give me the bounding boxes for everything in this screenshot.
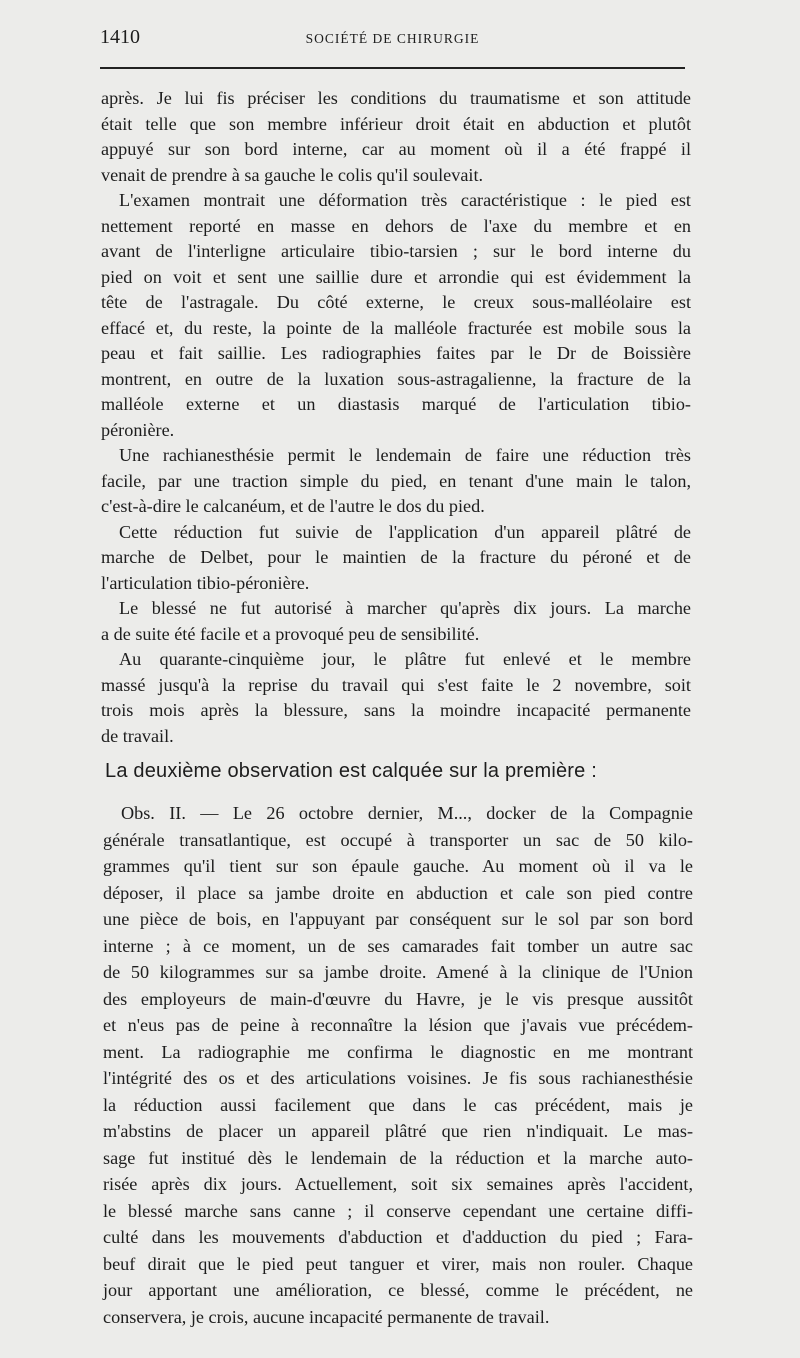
running-title: SOCIÉTÉ DE CHIRURGIE — [305, 31, 480, 46]
text-line: l'intégrité des os et des articulations voisines. Je fis sous rachianesthésie — [103, 1068, 693, 1088]
text-line: jour apportant une amélioration, ce blessé, comme le précédent, ne — [103, 1280, 693, 1300]
text-line: l'articulation tibio-péronière. — [101, 572, 310, 593]
text-line: tête de l'astragale. Du côté externe, le creux sous-malléolaire est — [101, 292, 691, 312]
text-line: grammes qu'il tient sur son épaule gauche. Au moment où il va le — [103, 856, 693, 876]
page-number: 1410 — [100, 26, 140, 48]
text-line: de 50 kilogrammes sur sa jambe droite. Amené à la clinique de l'Union — [103, 962, 693, 982]
text-line: L'examen montrait une déformation très caractéristique : le pied est — [119, 190, 691, 210]
text-line: interne ; à ce moment, un de ses camarades fait tomber un autre sac — [103, 935, 693, 956]
text-line: conservera, je crois, aucune incapacité permanente de travail. — [103, 1306, 550, 1327]
text-line: a de suite été facile et a provoqué peu de sensibilité. — [101, 623, 480, 644]
text-line: Le blessé ne fut autorisé à marcher qu'après dix jours. La marche — [119, 598, 691, 618]
text-line: Au quarante-cinquième jour, le plâtre fut enlevé et le membre — [119, 649, 691, 669]
text-line: sage fut institué dès le lendemain de la réduction et la marche auto- — [103, 1147, 693, 1168]
text-line: beuf dirait que le pied peut tanguer et virer, mais non rouler. Chaque — [103, 1253, 693, 1274]
text-line: m'abstins de placer un appareil plâtré que rien n'indiquait. Le mas- — [103, 1121, 693, 1141]
section-heading: La deuxième observation est calquée sur la première : — [105, 760, 597, 782]
text-line: effacé et, du reste, la pointe de la malléole fracturée est mobile sous la — [101, 317, 691, 338]
text-line: malléole externe et un diastasis marqué de l'articulation tibio- — [101, 394, 691, 414]
text-line: appuyé sur son bord interne, car au moment où il a été frappé il — [101, 139, 691, 159]
text-line: culté dans les mouvements d'abduction et d'adduction du pied ; Fara- — [103, 1227, 693, 1247]
text-line: pied on voit et sent une saillie dure et arrondie qui est évidemment la — [101, 266, 691, 287]
text-line: générale transatlantique, est occupé à transporter un sac de 50 kilo- — [103, 829, 693, 850]
header-rule — [100, 67, 685, 69]
observation-one-text — [101, 86, 691, 749]
text-line: Cette réduction fut suivie de l'application d'un appareil plâtré de — [119, 521, 691, 542]
text-line: nettement reporté en masse en dehors de l'axe du membre et en — [101, 215, 691, 236]
text-line: des employeurs de main-d'œuvre du Havre, je le vis presque aussitôt — [103, 988, 693, 1009]
text-line: risée après dix jours. Actuellement, soit six semaines après l'accident, — [103, 1174, 693, 1194]
observation-two-text — [103, 800, 693, 1330]
text-line: péronière. — [101, 419, 175, 440]
text-line: facile, par une traction simple du pied, en tenant d'une main le talon, — [101, 470, 691, 491]
text-line: ment. La radiographie me confirma le diagnostic en me montrant — [103, 1041, 693, 1062]
text-line: Obs. II. — Le 26 octobre dernier, M..., docker de la Compagnie — [121, 803, 693, 823]
text-line: venait de prendre à sa gauche le colis qu'il soulevait. — [101, 164, 484, 185]
text-line: le blessé marche sans canne ; il conserve cependant une certaine diffi- — [103, 1200, 693, 1221]
text-line: déposer, il place sa jambe droite en abduction et cale son pied contre — [103, 882, 693, 903]
text-line: après. Je lui fis préciser les conditions du traumatisme et son attitude — [101, 88, 691, 108]
text-line: montrent, en outre de la luxation sous-astragalienne, la fracture de la — [101, 368, 691, 389]
text-line: avant de l'interligne articulaire tibio-tarsien ; sur le bord interne du — [101, 241, 691, 261]
text-line: Une rachianesthésie permit le lendemain de faire une réduction très — [119, 445, 691, 465]
text-line: c'est-à-dire le calcanéum, et de l'autre le dos du pied. — [101, 496, 485, 516]
text-line: massé jusqu'à la reprise du travail qui s'est faite le 2 novembre, soit — [101, 674, 691, 695]
text-line: et n'eus pas de peine à reconnaître la lésion que j'avais vue précédem- — [103, 1015, 693, 1035]
text-line: trois mois après la blessure, sans la moindre incapacité permanente — [101, 700, 691, 720]
text-line: peau et fait saillie. Les radiographies faites par le Dr de Boissière — [101, 343, 691, 363]
text-line: était telle que son membre inférieur droit était en abduction et plutôt — [101, 113, 691, 134]
text-line: la réduction aussi facilement que dans le cas précédent, mais je — [103, 1094, 693, 1115]
page-header — [100, 26, 685, 50]
text-line: une pièce de bois, en l'appuyant par conséquent sur le sol par son bord — [103, 909, 693, 929]
text-line: de travail. — [101, 725, 174, 746]
text-line: marche de Delbet, pour le maintien de la fracture du péroné et de — [101, 547, 691, 567]
